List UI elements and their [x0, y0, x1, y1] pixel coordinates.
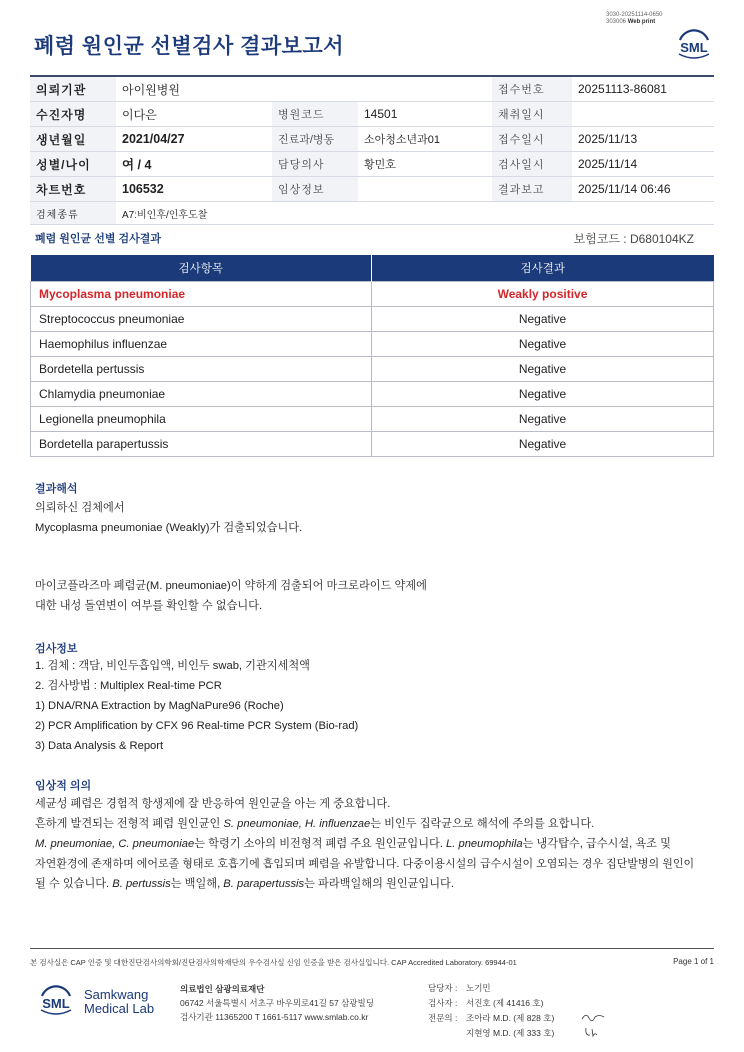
table-row	[31, 332, 714, 357]
result-section-title: 폐렴 원인균 선별 검사결과	[35, 233, 162, 245]
row-item: Legionella pneumophila	[31, 407, 372, 432]
label-receipt-date: 접수일시	[492, 127, 572, 152]
col-result-header: 검사결과	[372, 255, 714, 282]
footer-brand: Samkwang Medical Lab	[84, 987, 155, 1016]
value-report-date: 2025/11/14 06:46	[572, 177, 714, 202]
interpretation-line: 마이코플라즈마 폐렴균(M. pneumoniae)이 약하게 검출되어 마크로라이드 약제에	[35, 580, 427, 592]
label-receipt-no: 접수번호	[492, 76, 572, 102]
row-result: Negative	[372, 432, 714, 457]
clinical-significance-title: 임상적 의의	[35, 780, 92, 792]
label-specimen: 검체종류	[30, 202, 116, 225]
value-doctor: 황민호	[358, 152, 492, 177]
table-row	[31, 307, 714, 332]
test-info-line: 2. 검사방법 : Multiplex Real-time PCR	[35, 680, 222, 692]
label-clinical: 임상정보	[272, 177, 358, 202]
value-request-org: 아이원병원	[116, 76, 492, 102]
table-row	[31, 407, 714, 432]
label-chart: 차트번호	[30, 177, 116, 202]
logo-text: SML	[680, 40, 708, 55]
col-item-header: 검사항목	[31, 255, 372, 282]
table-row	[31, 357, 714, 382]
sml-footer-logo-icon	[36, 980, 76, 1020]
row-item: Bordetella pertussis	[31, 357, 372, 382]
value-birth: 2021/04/27	[116, 127, 272, 152]
label-collect-date: 채취일시	[492, 102, 572, 127]
insurance-code: 보험코드 : D680104KZ	[573, 232, 694, 246]
label-birth: 생년월일	[30, 127, 116, 152]
result-table	[30, 255, 714, 457]
accreditation-note: 본 검사실은 CAP 인증 및 대한진단검사의학회/진단검사의학재단의 우수검사실 신임 인증을 받은 검사실입니다. CAP Accredited Laboratory. 69944-01	[30, 958, 517, 967]
row-result: Weakly positive	[372, 282, 714, 307]
row-item: Streptococcus pneumoniae	[31, 307, 372, 332]
label-dept: 진료과/병동	[272, 127, 358, 152]
clinical-line: 흔하게 발견되는 전형적 폐렴 원인균인 S. pneumoniae, H. influenzae는 비인두 집락균으로 해석에 주의를 요합니다.	[35, 818, 595, 830]
patient-info-table	[30, 75, 714, 225]
value-receipt-no: 20251113-86081	[572, 76, 714, 102]
label-request-org: 의뢰기관	[30, 76, 116, 102]
value-chart: 106532	[116, 177, 272, 202]
test-info-line: 2) PCR Amplification by CFX 96 Real-time PCR System (Bio-rad)	[35, 720, 359, 732]
label-patient: 수진자명	[30, 102, 116, 127]
row-item: Bordetella parapertussis	[31, 432, 372, 457]
row-result: Negative	[372, 357, 714, 382]
value-test-date: 2025/11/14	[572, 152, 714, 177]
row-result: Negative	[372, 407, 714, 432]
report-title: 폐렴 원인균 선별검사 결과보고서	[34, 35, 345, 58]
test-info-title: 검사정보	[35, 643, 78, 655]
footer-logo-text: SML	[42, 996, 70, 1011]
test-info-line: 1. 검체 : 객담, 비인두흡입액, 비인두 swab, 기관지세척액	[35, 660, 310, 672]
report-code: 3030-20251114-0650 303006 Web print	[606, 12, 663, 25]
interpretation-line: 의뢰하신 검체에서	[35, 502, 125, 514]
label-sex-age: 성별/나이	[30, 152, 116, 177]
footer-divider	[30, 948, 714, 949]
value-receipt-date: 2025/11/13	[572, 127, 714, 152]
value-hospital-code: 14501	[358, 102, 492, 127]
test-info-line: 3) Data Analysis & Report	[35, 740, 164, 752]
interpretation-line: 대한 내성 돌연변이 여부를 확인할 수 없습니다.	[35, 600, 263, 612]
row-item: Chlamydia pneumoniae	[31, 382, 372, 407]
test-info-line: 1) DNA/RNA Extraction by MagNaPure96 (Roche)	[35, 700, 284, 712]
page-number: Page 1 of 1	[673, 957, 714, 966]
footer-organization: 의료법인 삼광의료재단 06742 서울특별시 서초구 바우뫼로41길 57 삼광빌딩 검사기관 11365200 T 1661-5117 www.smlab.co.kr	[180, 984, 374, 1022]
row-result: Negative	[372, 382, 714, 407]
clinical-line: M. pneumoniae, C. pneumoniae는 학령기 소아의 비전형적 폐렴 주요 원인균입니다. L. pneumophila는 냉각탑수, 급수시설, 욕조 및	[35, 838, 671, 850]
clinical-line: 될 수 있습니다. B. pertussis는 백일해, B. parapertussis는 파라백일해의 원인균입니다.	[35, 878, 454, 890]
table-row	[31, 432, 714, 457]
footer-staff: 담당자 : 노기민 검사자 : 서진호 (제 41416 호) 전문의 : 조아라 M.D. (제 828 호) 지현영 M.D. (제 333 호)	[428, 983, 555, 1038]
clinical-line: 자연환경에 존재하며 에어로졸 형태로 호흡기에 흡입되며 폐렴을 유발합니다. 다중이용시설의 급수시설이 오염되는 경우 집단발병의 원인이	[35, 858, 695, 870]
signature-icon	[580, 1011, 606, 1023]
clinical-line: 세균성 폐렴은 경험적 항생제에 잘 반응하여 원인균을 아는 게 중요합니다.	[35, 798, 391, 810]
row-item: Haemophilus influenzae	[31, 332, 372, 357]
label-test-date: 검사일시	[492, 152, 572, 177]
interpretation-line: Mycoplasma pneumoniae (Weakly)가 검출되었습니다.	[35, 522, 303, 534]
label-report-date: 결과보고	[492, 177, 572, 202]
row-item: Mycoplasma pneumoniae	[31, 282, 372, 307]
label-doctor: 담당의사	[272, 152, 358, 177]
value-specimen: A7:비인후/인후도찰	[116, 202, 714, 225]
row-result: Negative	[372, 332, 714, 357]
value-clinical	[358, 177, 492, 202]
value-sex-age: 여 / 4	[116, 152, 272, 177]
sml-logo-icon	[674, 24, 714, 64]
label-hospital-code: 병원코드	[272, 102, 358, 127]
value-patient: 이다은	[116, 102, 272, 127]
interpretation-title: 결과해석	[35, 483, 78, 495]
signature-icon	[583, 1026, 599, 1038]
value-collect-date	[572, 102, 714, 127]
table-row	[31, 382, 714, 407]
value-dept: 소아청소년과01	[358, 127, 492, 152]
table-row	[31, 282, 714, 307]
row-result: Negative	[372, 307, 714, 332]
